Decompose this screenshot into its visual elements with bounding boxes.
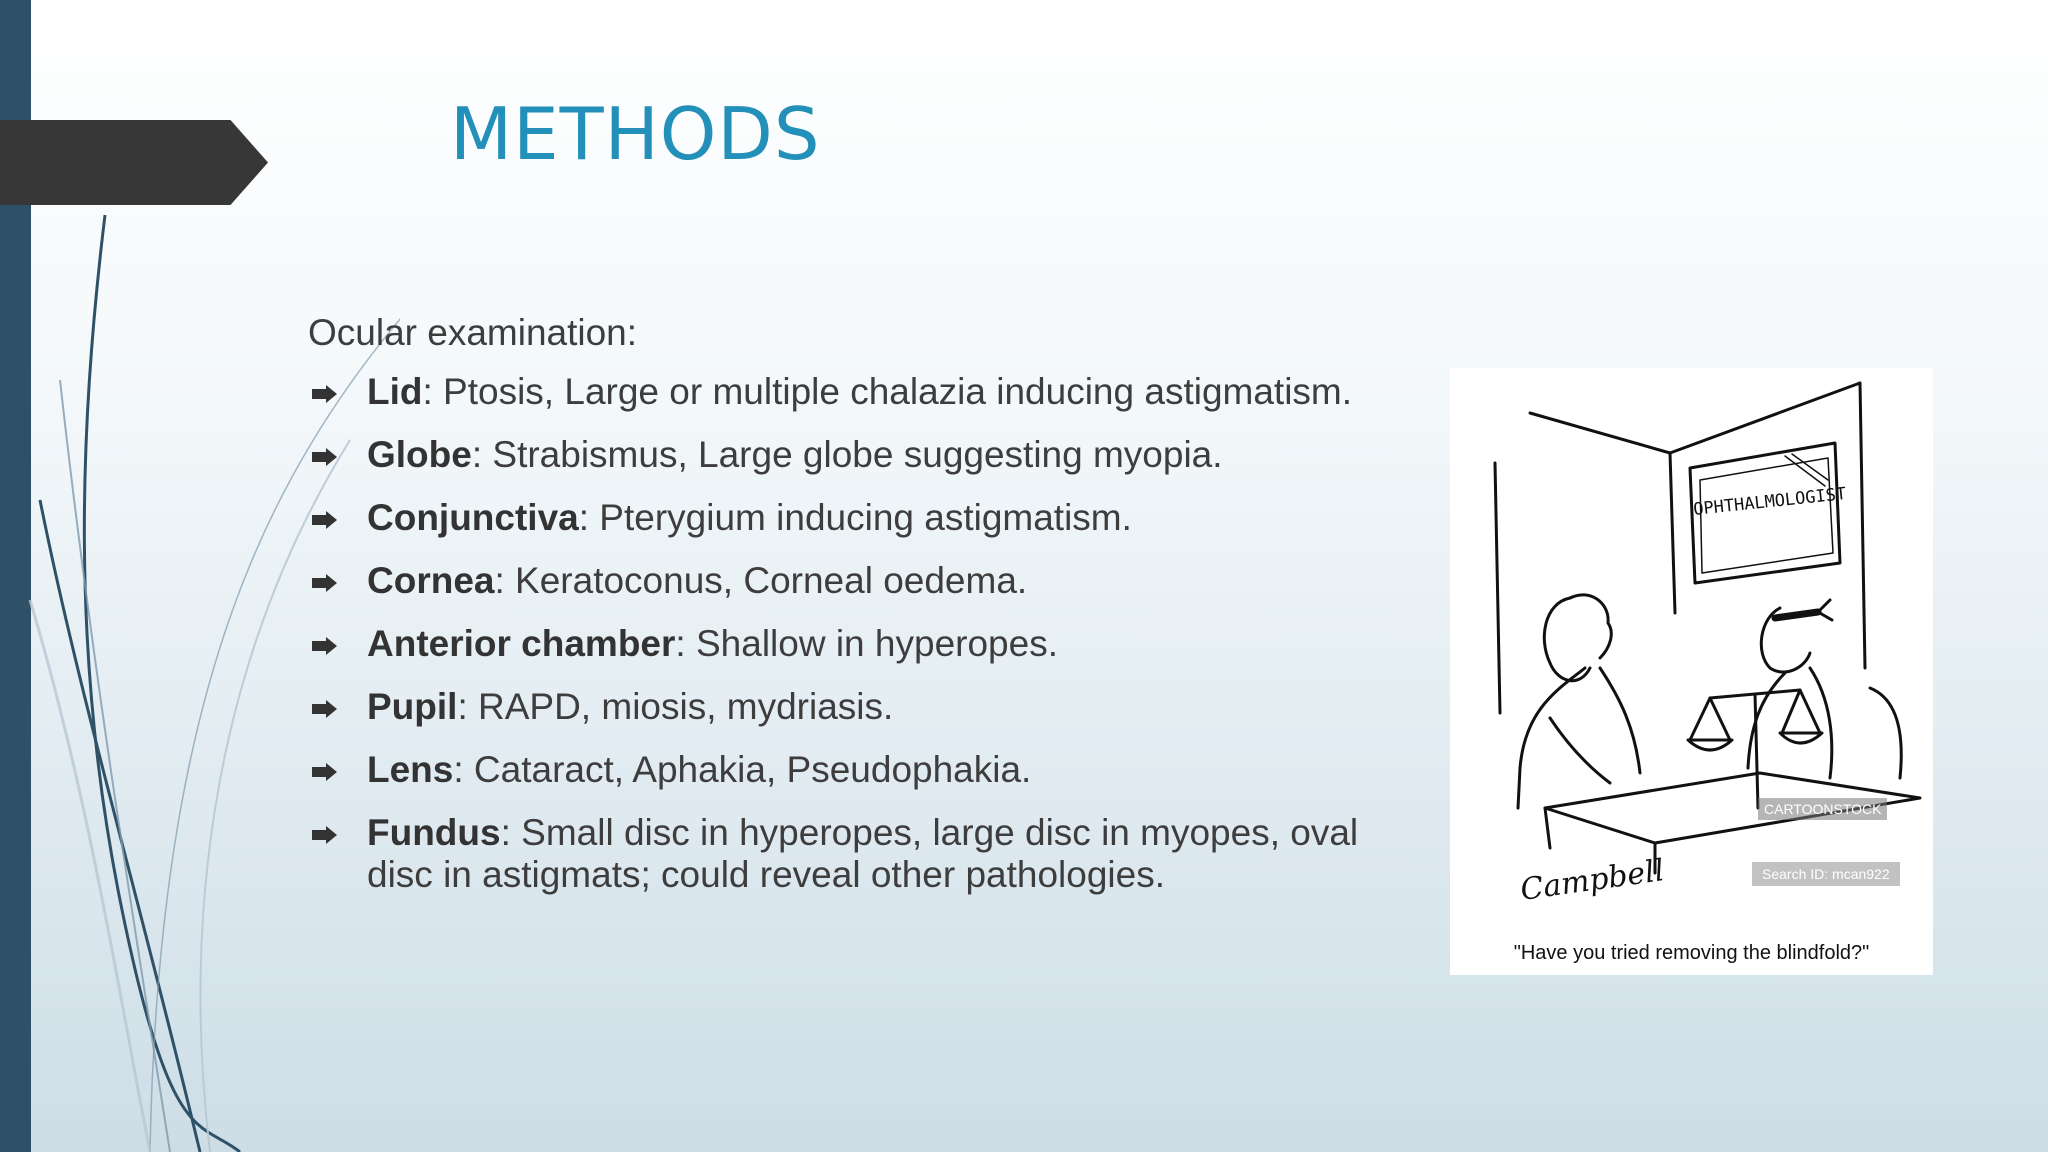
list-item (308, 371, 1408, 413)
bullet-term: Fundus (367, 812, 501, 853)
bullet-text: : RAPD, miosis, mydriasis. (457, 686, 894, 727)
list-item (308, 497, 1408, 539)
bullet-text: : Ptosis, Large or multiple chalazia inducing astigmatism. (422, 371, 1353, 412)
arrow-bullet-icon (310, 637, 338, 655)
list-item (308, 812, 1408, 896)
arrow-bullet-icon (310, 826, 338, 844)
bullet-text: : Keratoconus, Corneal oedema. (494, 560, 1028, 601)
slide-title: METHODS (450, 92, 821, 176)
list-item (308, 560, 1408, 602)
arrow-bullet-icon (310, 574, 338, 592)
bullet-text: : Cataract, Aphakia, Pseudophakia. (453, 749, 1032, 790)
bullet-text: : Shallow in hyperopes. (675, 623, 1058, 664)
list-item (308, 434, 1408, 476)
bullet-text: : Strabismus, Large globe suggesting myopia. (471, 434, 1223, 475)
arrow-tab (0, 120, 268, 205)
bullet-list (308, 371, 1408, 896)
cartoon-image (1450, 368, 1933, 975)
bullet-term: Anterior chamber (367, 623, 676, 664)
arrow-bullet-icon (310, 763, 338, 781)
cartoon-drawing (1450, 368, 1933, 928)
cartoon-sign-text: OPHTHALMOLOGIST (1692, 484, 1848, 520)
bullet-term: Lid (367, 371, 423, 412)
list-item (308, 686, 1408, 728)
list-item (308, 749, 1408, 791)
cartoon-caption: "Have you tried removing the blindfold?" (1513, 942, 1870, 964)
bullet-term: Conjunctiva (367, 497, 579, 538)
arrow-bullet-icon (310, 385, 338, 403)
bullet-term: Cornea (367, 560, 495, 601)
slide-content (308, 308, 1408, 917)
bullet-text: : Small disc in hyperopes, large disc in myopes, oval disc in astigmats; could reveal other pathologies. (367, 812, 1359, 895)
arrow-bullet-icon (310, 700, 338, 718)
bullet-term: Lens (367, 749, 454, 790)
arrow-bullet-icon (310, 511, 338, 529)
arrow-bullet-icon (310, 448, 338, 466)
bullet-term: Globe (367, 434, 472, 475)
cartoon-search-id: Search ID: mcan922 (1752, 862, 1900, 886)
intro-text: Ocular examination: (308, 312, 638, 353)
cartoon-signature: Campbell (1518, 853, 1667, 908)
bullet-text: : Pterygium inducing astigmatism. (578, 497, 1132, 538)
bullet-term: Pupil (367, 686, 458, 727)
list-item (308, 623, 1408, 665)
cartoon-watermark: CARTOONSTOCK (1758, 798, 1887, 820)
